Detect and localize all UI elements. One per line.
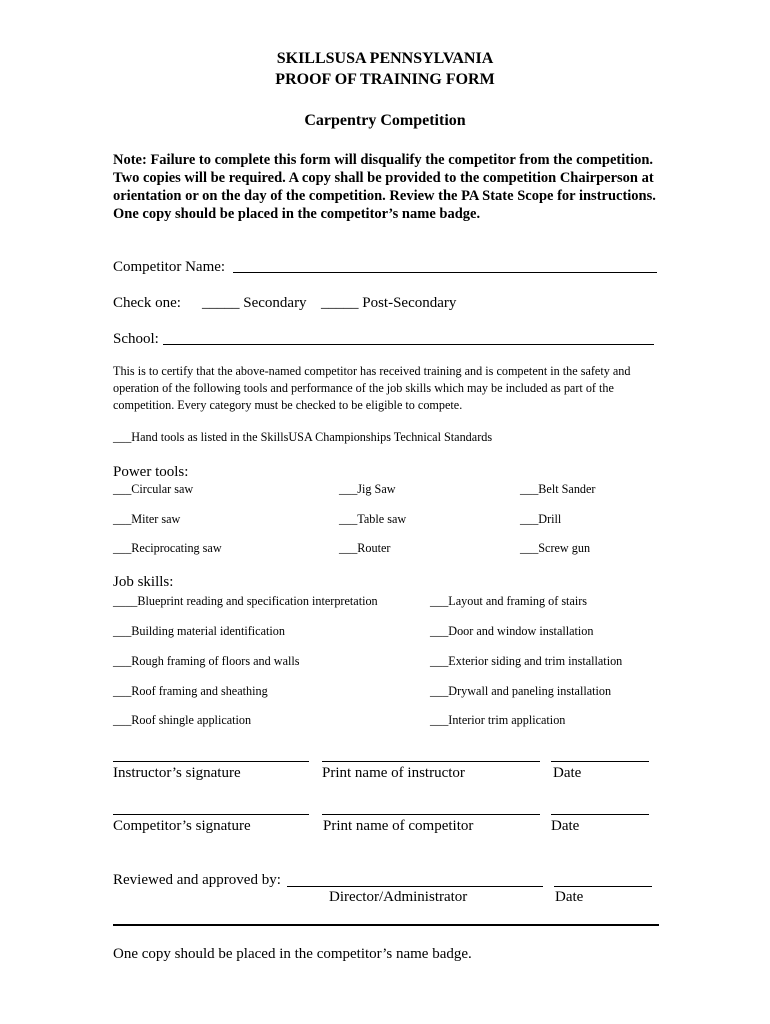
job-skill-stairs[interactable]: ___Layout and framing of stairs [430, 594, 588, 608]
secondary-option[interactable]: _____ Secondary [202, 295, 307, 311]
job-skills-heading: Job skills: [113, 574, 174, 590]
instructor-date-line[interactable] [551, 761, 649, 762]
power-tool-jig-saw[interactable]: ___Jig Saw [339, 482, 396, 496]
job-skill-door-window[interactable]: ___Door and window installation [430, 624, 594, 638]
instructor-date-label: Date [553, 765, 582, 781]
power-tool-belt-sander[interactable]: ___Belt Sander [520, 482, 596, 496]
note-paragraph: Note: Failure to complete this form will disqualify the competitor from the competition. Two copies will be required. A copy shall be provided to the competition Chairperson at orientation or on the day of the competition. Review the PA State Scope for instructions. One copy should be placed in the competitor’s name badge. [113, 152, 656, 222]
job-skill-roof-shingle[interactable]: ___Roof shingle application [113, 713, 252, 727]
footer-note: One copy should be placed in the competitor’s name badge. [113, 946, 472, 962]
check-one-label: Check one: [113, 295, 181, 311]
competitor-signature-label: Competitor’s signature [113, 818, 251, 834]
power-tool-table-saw[interactable]: ___Table saw [339, 512, 407, 526]
competition-title: Carpentry Competition [304, 112, 466, 129]
job-skill-drywall[interactable]: ___Drywall and paneling installation [430, 684, 612, 698]
job-skill-exterior-siding[interactable]: ___Exterior siding and trim installation [430, 654, 623, 668]
instructor-signature-line[interactable] [113, 761, 309, 762]
hand-tools-item[interactable]: ___Hand tools as listed in the SkillsUSA Championships Technical Standards [113, 430, 493, 444]
instructor-print-line[interactable] [322, 761, 540, 762]
competitor-name-label: Competitor Name: [113, 259, 226, 275]
competitor-date-label: Date [551, 818, 580, 834]
reviewed-label: Reviewed and approved by: [113, 872, 281, 888]
competitor-print-label: Print name of competitor [323, 818, 474, 834]
job-skill-interior-trim[interactable]: ___Interior trim application [430, 713, 566, 727]
director-date-label: Date [555, 889, 584, 905]
power-tool-circular-saw[interactable]: ___Circular saw [113, 482, 194, 496]
power-tool-drill[interactable]: ___Drill [520, 512, 562, 526]
job-skill-rough-framing[interactable]: ___Rough framing of floors and walls [113, 654, 300, 668]
job-skill-blueprint[interactable]: ____Blueprint reading and specification interpretation [113, 594, 378, 608]
power-tool-miter-saw[interactable]: ___Miter saw [113, 512, 181, 526]
school-field[interactable] [163, 344, 654, 345]
school-label: School: [113, 331, 159, 347]
power-tool-router[interactable]: ___Router [339, 541, 391, 555]
competitor-name-field[interactable] [233, 272, 657, 273]
power-tool-screw-gun[interactable]: ___Screw gun [520, 541, 591, 555]
competitor-print-line[interactable] [322, 814, 540, 815]
instructor-print-label: Print name of instructor [322, 765, 465, 781]
competitor-date-line[interactable] [551, 814, 649, 815]
form-title-line1: SKILLSUSA PENNSYLVANIA [276, 50, 494, 67]
instructor-signature-label: Instructor’s signature [113, 765, 241, 781]
director-signature-line[interactable] [287, 886, 543, 887]
director-label: Director/Administrator [329, 889, 468, 905]
director-date-line[interactable] [554, 886, 652, 887]
power-tools-heading: Power tools: [113, 464, 189, 480]
power-tool-reciprocating-saw[interactable]: ___Reciprocating saw [113, 541, 222, 555]
post-secondary-option[interactable]: _____ Post-Secondary [321, 295, 457, 311]
competitor-signature-line[interactable] [113, 814, 309, 815]
certify-paragraph: This is to certify that the above-named competitor has received training and is competent in the safety and operation of the following tools and performance of the job skills which may be included as part of the competition. Every category must be checked to be eligible to compete. [113, 364, 631, 412]
footer-divider [113, 924, 659, 926]
form-title-line2: PROOF OF TRAINING FORM [275, 71, 495, 88]
job-skill-roof-framing[interactable]: ___Roof framing and sheathing [113, 684, 268, 698]
job-skill-building-material[interactable]: ___Building material identification [113, 624, 285, 638]
